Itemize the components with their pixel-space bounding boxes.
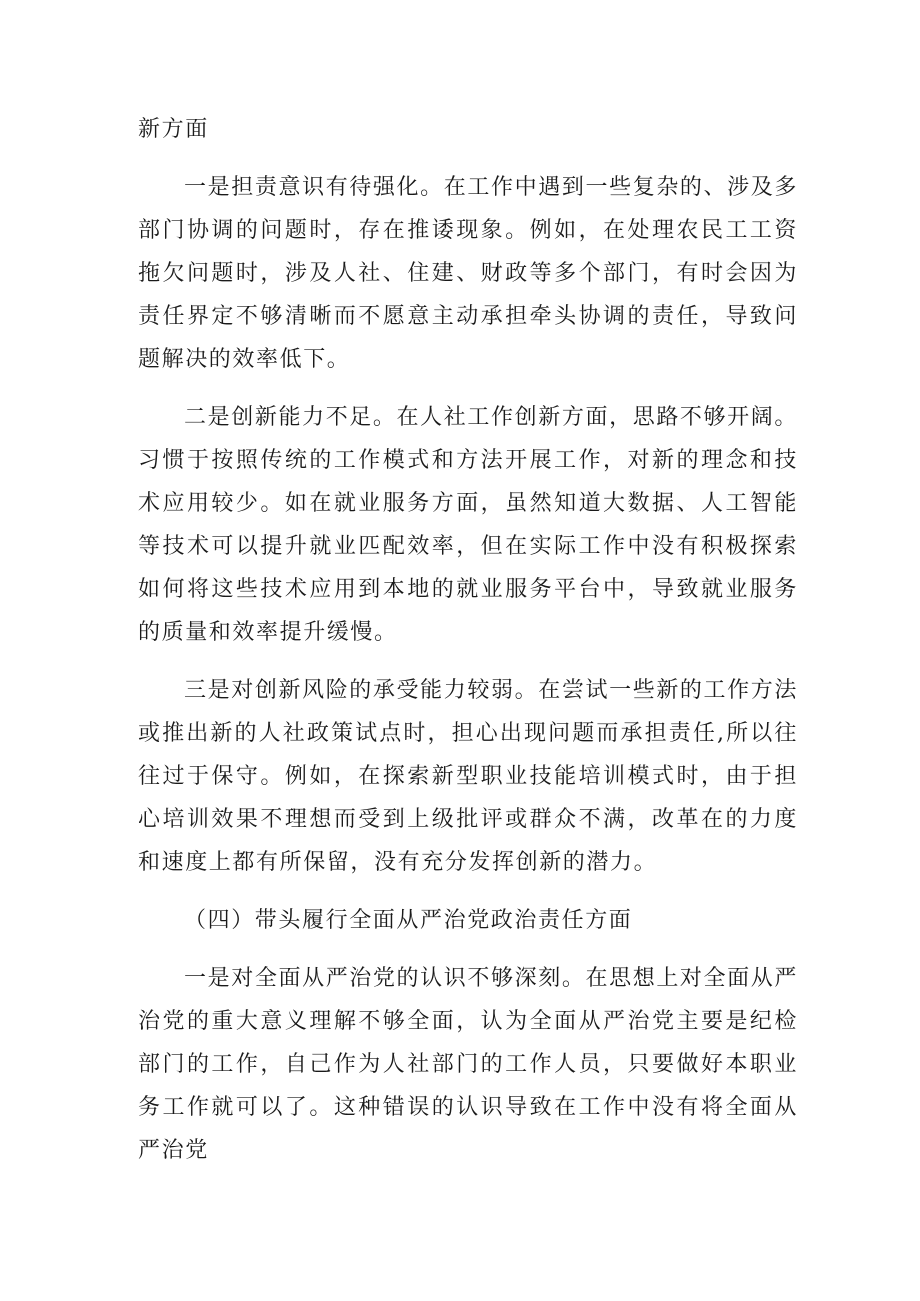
paragraph-party-discipline: 一是对全面从严治党的认识不够深刻。在思想上对全面从严治党的重大意义理解不够全面，认为全面从严治党主要是纪检部门的工作，自己作为人社部门的工作人员，只要做好本职业务工作就可以了。这种错误的认识导致在工作中没有将全面从严治党 — [138, 966, 798, 1163]
paragraph-responsibility-awareness: 一是担责意识有待强化。在工作中遇到一些复杂的、涉及多部门协调的问题时，存在推诿现象。例如，在处理农民工工资拖欠问题时，涉及人社、住建、财政等多个部门，有时会因为责任界定不够清晰而不愿意主动承担牵头协调的责任，导致问题解决的效率低下。 — [138, 175, 798, 372]
paragraph-innovation-risk: 三是对创新风险的承受能力较弱。在尝试一些新的工作方法或推出新的人社政策试点时，担心出现问题而承担责任,所以往往过于保守。例如，在探索新型职业技能培训模式时，由于担心培训效果不理想而受到上级批评或群众不满，改革在的力度和速度上都有所保留，没有充分发挥创新的潜力。 — [138, 678, 798, 875]
section-heading-four: （四）带头履行全面从严治党政治责任方面 — [184, 908, 633, 933]
paragraph-innovation-ability: 二是创新能力不足。在人社工作创新方面，思路不够开阔。习惯于按照传统的工作模式和方法开展工作，对新的理念和技术应用较少。如在就业服务方面，虽然知道大数据、人工智能等技术可以提升就业匹配效率，但在实际工作中没有积极探索如何将这些技术应用到本地的就业服务平台中，导致就业服务的质量和效率提升缓慢。 — [138, 405, 798, 645]
continued-paragraph: 新方面 — [138, 117, 209, 142]
document-body — [138, 108, 798, 1172]
